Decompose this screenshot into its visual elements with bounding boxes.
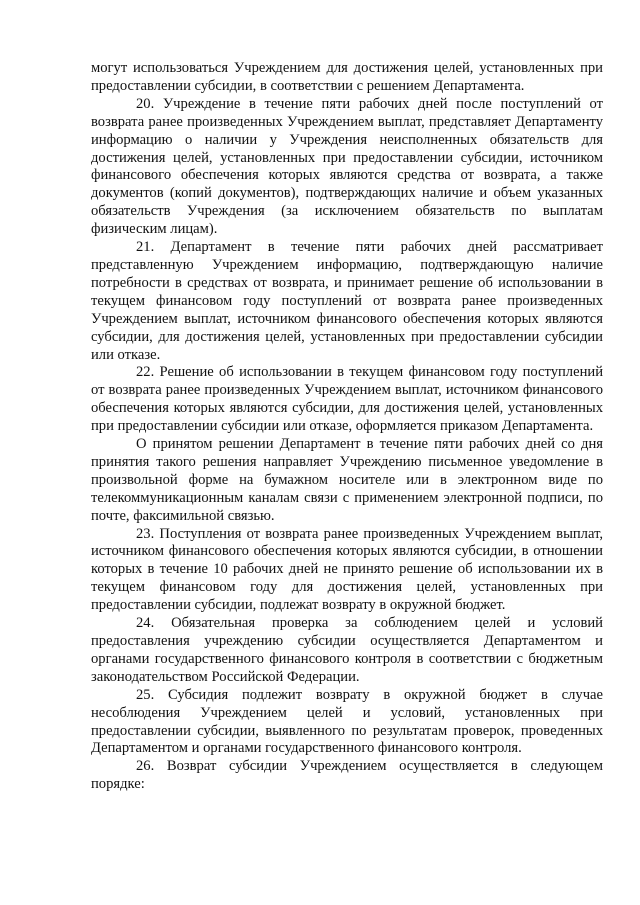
paragraph-item-22: 22. Решение об использовании в текущем финансовом году поступлений от возврата ранее произведенных Учреждением выплат, источником финансового обеспечения которых являются субсидии, для достижения целей, установленных при предоставлении субсидии или отказе, оформляется приказом Департамента. [91, 364, 603, 435]
paragraph-continuation: могут использоваться Учреждением для достижения целей, установленных при предоставлении субсидии, в соответствии с решением Департамента. [91, 60, 603, 94]
paragraph-item-25: 25. Субсидия подлежит возврату в окружной бюджет в случае несоблюдения Учреждением целей и условий, установленных при предоставлении субсидии, выявленного по результатам проверок, проведенных Департаментом и органами государственного финансового контроля. [91, 686, 603, 757]
paragraph-item-24: 24. Обязательная проверка за соблюдением целей и условий предоставления учреждению субсидии осуществляется Департаментом и органами государственного финансового контроля в соответствии с бюджетным законодательством Российской Федерации. [91, 615, 603, 685]
paragraph-item-26: 26. Возврат субсидии Учреждением осуществляется в следующем порядке: [91, 758, 603, 793]
paragraph-item-23: 23. Поступления от возврата ранее произведенных Учреждением выплат, источником финансового обеспечения которых являются субсидии, в отношении которых в течение 10 рабочих дней не принято решение об использовании их в текущем финансовом году для достижения целей, установленных при предоставлении субсидии, подлежат возврату в окружной бюджет. [91, 525, 603, 614]
paragraph-item-21: 21. Департамент в течение пяти рабочих дней рассматривает представленную Учреждением информацию, подтверждающую наличие потребности в средствах от возврата, и принимает решение об использовании в текущем финансовом году поступлений от возврата ранее произведенных Учреждением выплат, источником финансового обеспечения которых являются субсидии, для достижения целей, установленных при предоставлении субсидии или отказе. [91, 239, 603, 363]
document-body [91, 60, 603, 794]
paragraph-item-20: 20. Учреждение в течение пяти рабочих дней после поступлений от возврата ранее произведенных Учреждением выплат, представляет Департаменту информацию о наличии у Учреждения неисполненных обязательств для достижения целей, установленных при предоставлении субсидии, источником финансового обеспечения которых являются средства от возврата, а также документов (копий документов), подтверждающих наличие и объем указанных обязательств Учреждения (за исключением обязательств по выплатам физическим лицам). [91, 95, 603, 238]
paragraph-decision-notice: О принятом решении Департамент в течение пяти рабочих дней со дня принятия такого решения направляет Учреждению письменное уведомление в произвольной форме на бумажном носителе или в электронном виде по телекоммуникационным каналам связи с применением электронной подписи, по почте, факсимильной связью. [91, 436, 603, 524]
